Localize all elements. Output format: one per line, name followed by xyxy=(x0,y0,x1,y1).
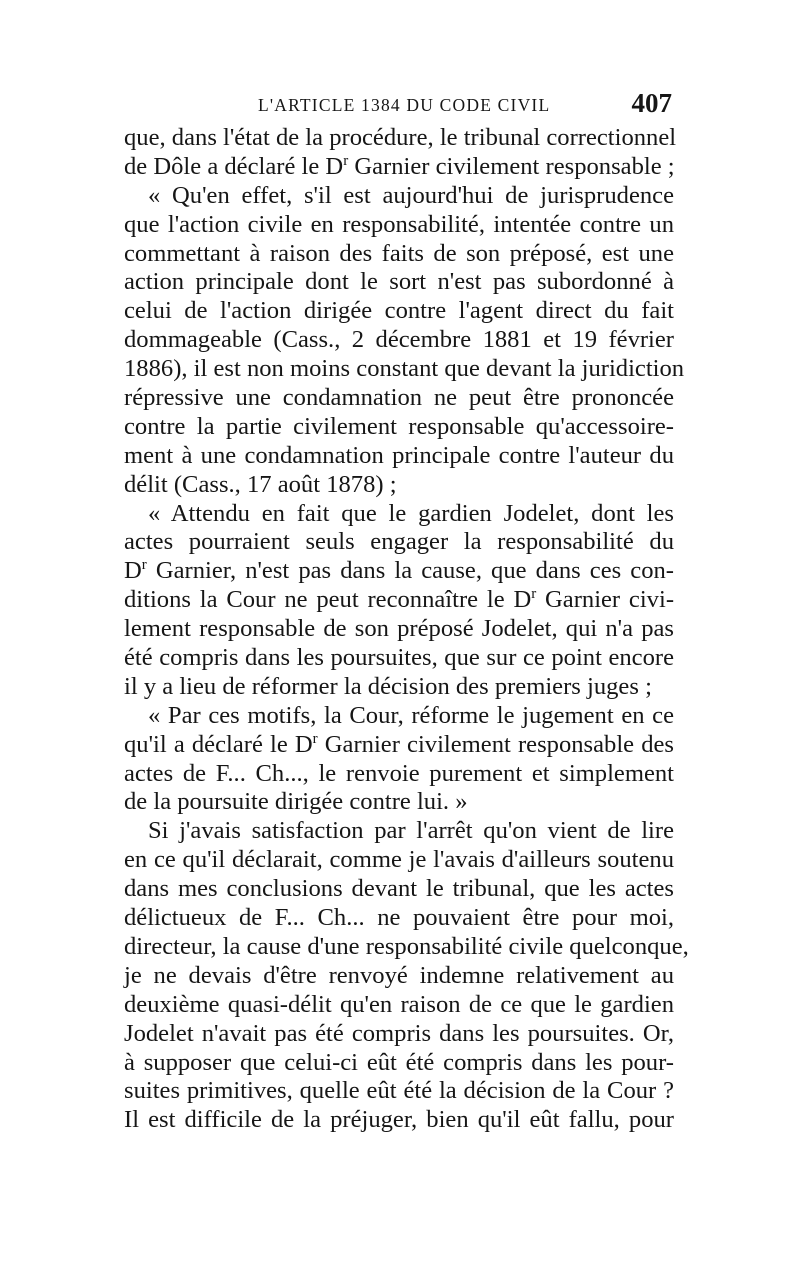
text-line: commettant à raison des faits de son préposé, est une xyxy=(124,239,674,267)
text-line: à supposer que celui-ci eût été compris dans les pour- xyxy=(124,1048,674,1076)
text-line: je ne devais d'être renvoyé indemne relativement au xyxy=(124,961,674,989)
text-line: lement responsable de son préposé Jodelet, qui n'a pas xyxy=(124,615,674,643)
text-line: ment à une condamnation principale contre l'auteur du xyxy=(124,441,674,469)
text-line: de la poursuite dirigée contre lui. » xyxy=(124,788,468,816)
page-number: 407 xyxy=(631,88,672,118)
text-line: « Attendu en fait que le gardien Jodelet, dont les xyxy=(148,499,674,527)
text-line: « Qu'en effet, s'il est aujourd'hui de jurisprudence xyxy=(148,181,674,209)
text-line: actes de F... Ch..., le renvoie purement et simplement xyxy=(124,759,674,787)
text-line: ditions la Cour ne peut reconnaître le $D^r$ Garnier civi- xyxy=(124,586,675,614)
text-line: dans mes conclusions devant le tribunal, que les actes xyxy=(124,875,674,903)
text-line: Jodelet n'avait pas été compris dans les poursuites. Or, xyxy=(124,1019,674,1047)
text-line: répressive une condamnation ne peut être prononcée xyxy=(124,384,674,412)
text-line: dommageable (Cass., 2 décembre 1881 et 19 février xyxy=(124,326,674,354)
running-head xyxy=(124,88,674,122)
body-text xyxy=(124,124,689,1135)
text-line: suites primitives, quelle eût été la décision de la Cour ? xyxy=(124,1077,674,1105)
text-line: il y a lieu de réformer la décision des premiers juges ; xyxy=(124,672,652,700)
text-line: deuxième quasi-délit qu'en raison de ce que le gardien xyxy=(124,990,674,1018)
text-line: que l'action civile en responsabilité, intentée contre un xyxy=(124,210,674,238)
text-line: été compris dans les poursuites, que sur ce point encore xyxy=(124,644,674,672)
running-title: L'ARTICLE 1384 DU CODE CIVIL xyxy=(258,95,551,115)
text-line: en ce qu'il déclarait, comme je l'avais d'ailleurs soutenu xyxy=(124,846,674,874)
text-line: directeur, la cause d'une responsabilité civile quelconque, xyxy=(124,932,689,960)
text-line: celui de l'action dirigée contre l'agent direct du fait xyxy=(124,297,674,325)
text-line: Si j'avais satisfaction par l'arrêt qu'on vient de lire xyxy=(148,817,674,845)
text-line: actes pourraient seuls engager la responsabilité du xyxy=(124,528,674,556)
text-line: action principale dont le sort n'est pas subordonné à xyxy=(124,268,674,296)
text-line: que, dans l'état de la procédure, le tribunal correctionnel xyxy=(124,124,677,151)
text-line: contre la partie civilement responsable qu'accessoire- xyxy=(124,412,674,440)
text-line: Il est difficile de la préjuger, bien qu'il eût fallu, pour xyxy=(124,1106,674,1134)
text-line: 1886), il est non moins constant que devant la juridiction xyxy=(124,355,685,383)
text-line: qu'il a déclaré le $D^r$ Garnier civilement responsable des xyxy=(124,730,674,758)
text-line: délit (Cass., 17 août 1878) ; xyxy=(124,470,397,498)
text-line: délictueux de F... Ch... ne pouvaient être pour moi, xyxy=(124,904,674,932)
text-line: $D^r$ Garnier, n'est pas dans la cause, que dans ces con- xyxy=(124,557,674,585)
text-line: « Par ces motifs, la Cour, réforme le jugement en ce xyxy=(148,701,674,729)
text-line: de Dôle a déclaré le $D^r$ Garnier civilement responsable ; xyxy=(124,152,675,180)
